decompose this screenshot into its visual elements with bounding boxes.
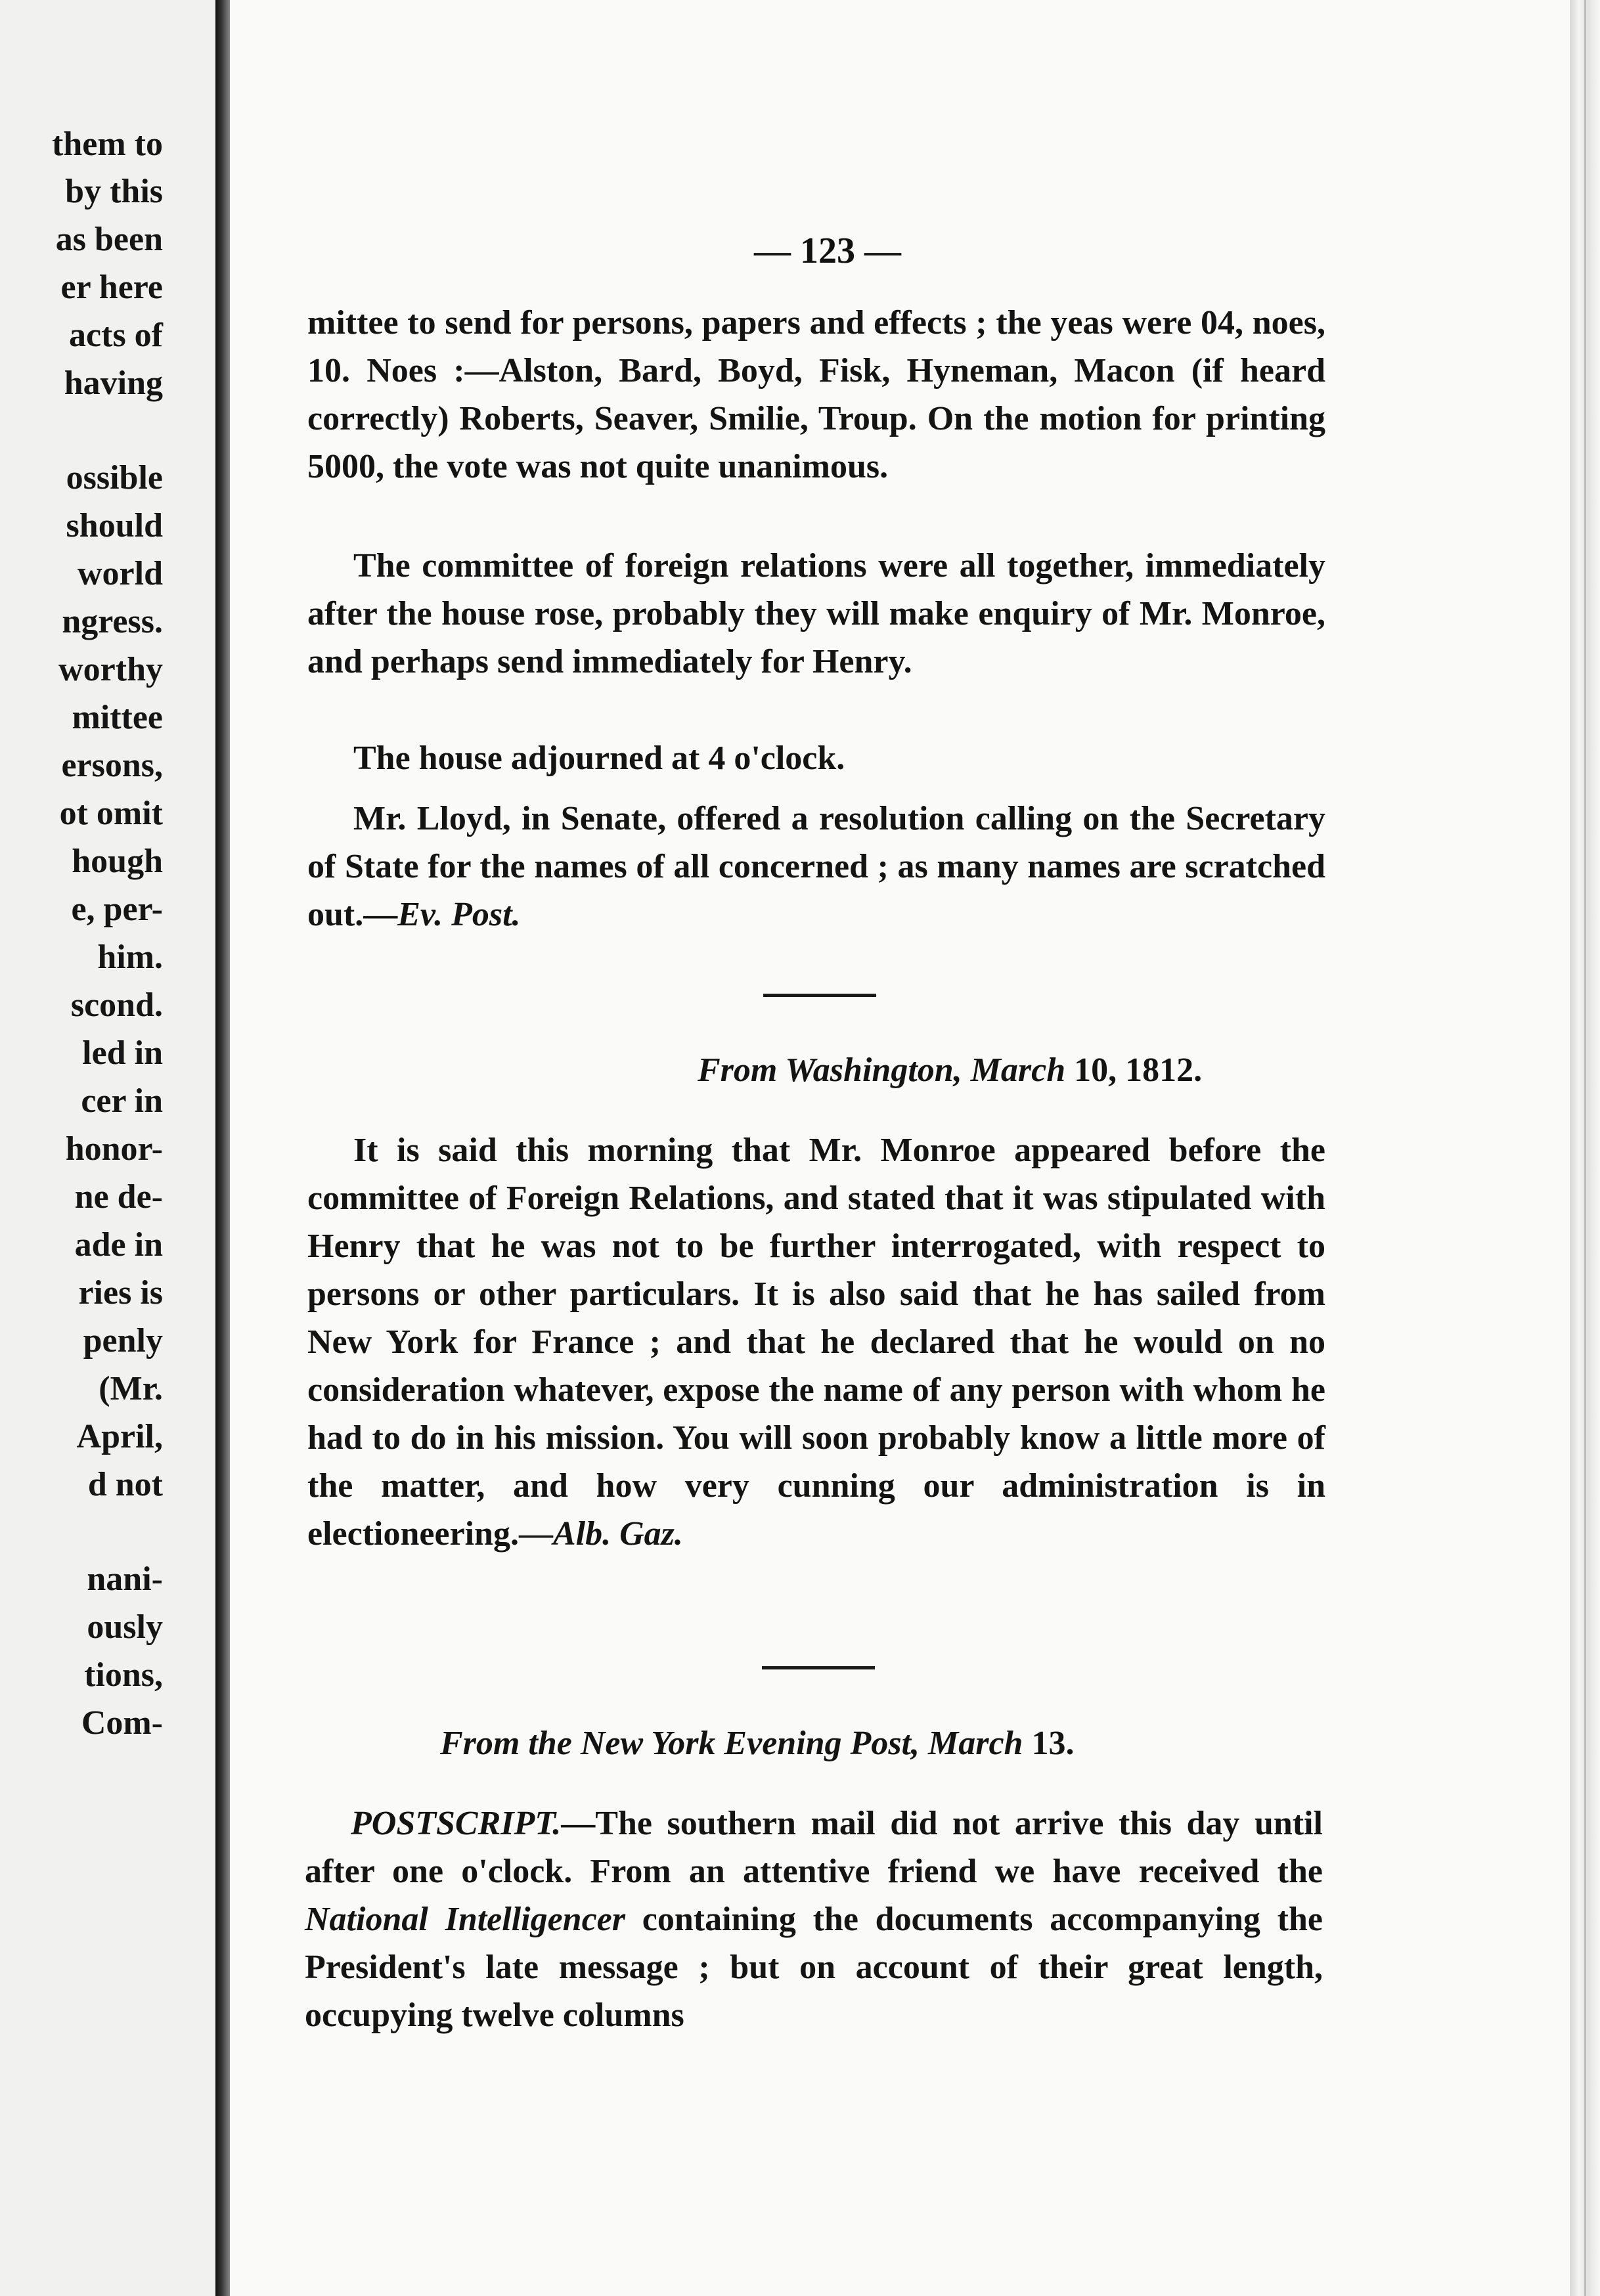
left-line: nani- bbox=[87, 1560, 163, 1598]
left-line: mittee bbox=[72, 699, 163, 736]
left-line: Com- bbox=[81, 1704, 163, 1742]
left-line: world bbox=[78, 555, 163, 592]
source-citation: Ev. Post. bbox=[397, 896, 521, 933]
left-line: worthy bbox=[58, 651, 163, 688]
left-line: ot omit bbox=[59, 795, 163, 832]
left-line: ade in bbox=[74, 1226, 163, 1264]
paragraph-monroe bbox=[307, 1126, 1325, 1558]
source-citation: Alb. Gaz. bbox=[552, 1515, 683, 1553]
left-line: ries is bbox=[78, 1274, 163, 1312]
paragraph-text: containing the documents accompanying the President's late message ; but on account of their great length, occupying twelve columns bbox=[305, 1901, 1323, 2034]
left-line: ously bbox=[87, 1608, 163, 1646]
page-edge-line bbox=[1584, 0, 1586, 2296]
paragraph-text: —The southern mail did not arrive this day until after one o'clock. From an attentive friend we have received the bbox=[305, 1805, 1323, 1890]
dateline-place: From the New York Evening Post, March bbox=[440, 1725, 1023, 1762]
left-line: er here bbox=[60, 269, 163, 306]
paragraph-adjourned: The house adjourned at 4 o'clock. bbox=[353, 740, 845, 777]
page-number: — 123 — bbox=[754, 231, 901, 271]
dateline-place: From Washington, March bbox=[698, 1051, 1066, 1089]
left-line: acts of bbox=[69, 317, 163, 354]
left-line: him. bbox=[97, 938, 163, 976]
paragraph-postscript bbox=[305, 1799, 1323, 2039]
left-line: by this bbox=[65, 173, 163, 210]
left-line: ersons, bbox=[61, 747, 163, 784]
section-divider bbox=[763, 994, 876, 997]
left-page-fragment bbox=[0, 0, 215, 2296]
left-line: April, bbox=[76, 1418, 163, 1455]
section-divider bbox=[762, 1666, 875, 1669]
dateline-washington bbox=[698, 1051, 1202, 1090]
left-line: ossible bbox=[66, 459, 163, 497]
book-gutter bbox=[215, 0, 230, 2296]
left-line: as been bbox=[55, 221, 163, 258]
left-line: scond. bbox=[70, 986, 163, 1024]
dateline-date: 10, 1812. bbox=[1074, 1051, 1203, 1089]
left-line: ngress. bbox=[62, 603, 163, 640]
dateline-date: 13. bbox=[1031, 1725, 1075, 1762]
paragraph-committee: The committee of foreign relations were all together, immediately after the house rose, probably they will make enquiry of Mr. Monroe, and perhaps send immediately for Henry. bbox=[307, 547, 1325, 680]
paragraph-text: It is said this morning that Mr. Monroe appeared before the committee of Foreign Relations, and stated that it was stipulated with Henry that he was not to be further interrogated, with respect to persons or other particulars. It is also said that he has sailed from New York for France ; and that he declared that he would on no consideration whatever, expose the name of any person with whom he had to do in his mission. You will soon probably know a little more of the matter, and how very cunning our administration is in electioneering.— bbox=[307, 1132, 1325, 1553]
left-line: hough bbox=[72, 843, 163, 880]
left-line: led in bbox=[82, 1034, 163, 1072]
paragraph-continuation: mittee to send for persons, papers and effects ; the yeas were 04, noes, 10. Noes :—Alston, Bard, Boyd, Fisk, Hyneman, Macon (if heard correctly) Roberts, Seaver, Smilie, Troup. On the motion for printing 5000, the vote was not quite unanimous. bbox=[307, 304, 1325, 485]
left-line: e, per- bbox=[71, 891, 163, 928]
left-line: should bbox=[66, 507, 163, 544]
left-line: honor- bbox=[65, 1130, 163, 1168]
left-line: (Mr. bbox=[99, 1370, 163, 1407]
dateline-new-york bbox=[440, 1724, 1074, 1763]
left-line: ne de- bbox=[74, 1178, 163, 1216]
left-line: them to bbox=[52, 125, 163, 163]
newspaper-title: National Intelligencer bbox=[305, 1901, 626, 1938]
left-line: penly bbox=[83, 1322, 163, 1359]
left-line: cer in bbox=[81, 1082, 163, 1120]
left-line: having bbox=[64, 364, 163, 402]
paragraph-text: Mr. Lloyd, in Senate, offered a resolution calling on the Secretary of State for the names of all concerned ; as many names are scratched out.— bbox=[307, 800, 1325, 933]
paragraph-senate-resolution bbox=[307, 795, 1325, 938]
postscript-heading: POSTSCRIPT. bbox=[351, 1805, 562, 1842]
left-line: d not bbox=[87, 1466, 163, 1503]
left-line: tions, bbox=[84, 1656, 163, 1694]
